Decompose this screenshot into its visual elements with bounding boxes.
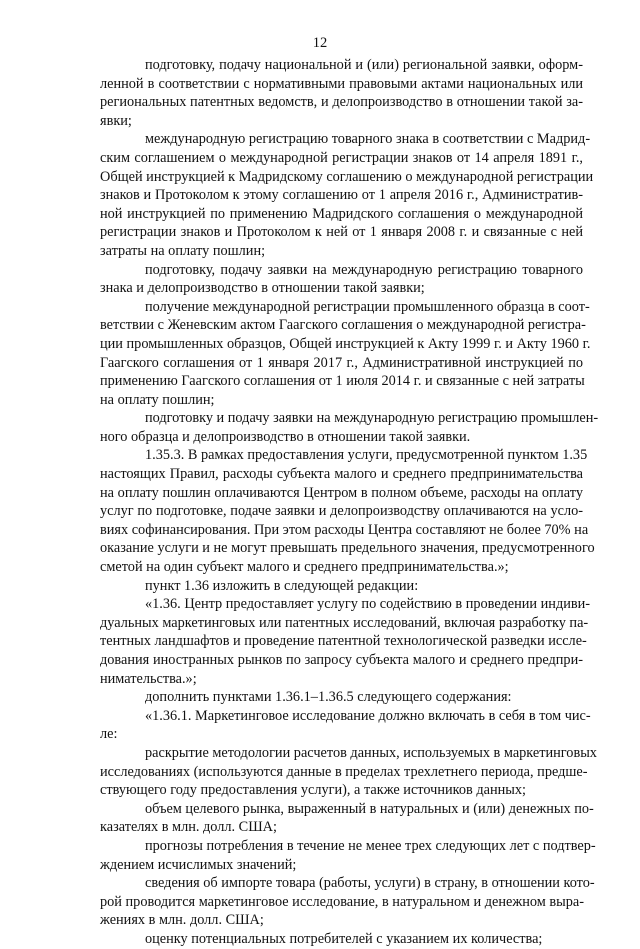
text-line: явки; xyxy=(100,112,132,129)
text-line: жениях в млн. долл. США; xyxy=(100,912,264,929)
text-line: дуальных маркетинговых или патентных исследований, включая разработку па- xyxy=(100,614,589,631)
paragraph xyxy=(100,744,597,800)
text-line: подготовку, подачу заявки на международную регистрацию товарного xyxy=(145,261,583,278)
text-line: на оплату пошлин; xyxy=(100,391,215,408)
paragraph xyxy=(100,261,583,298)
text-line: рой проводится маркетинговое исследование, в натуральном и денежном выра- xyxy=(100,893,585,910)
text-line: региональных патентных ведомств, и делопроизводство в отношении такой за- xyxy=(100,94,583,111)
paragraph xyxy=(100,446,595,576)
text-line: ного образца и делопроизводство в отношении такой заявки. xyxy=(100,428,471,445)
text-line: оценку потенциальных потребителей с указанием их количества; xyxy=(145,930,543,947)
text-line: услуг по подготовке, подаче заявки и делопроизводству оплачиваются на усло- xyxy=(100,503,583,520)
text-line: тентных ландшафтов и проведение патентной технологической разведки иссле- xyxy=(100,633,587,650)
paragraph xyxy=(100,837,596,874)
text-line: объем целевого рынка, выраженный в натуральных и (или) денежных по- xyxy=(145,800,594,817)
page-number: 12 xyxy=(312,35,328,51)
text-line: получение международной регистрации промышленного образца в соот- xyxy=(145,298,590,315)
text-line: применению Гаагского соглашения от 1 июля 2014 г. и связанные с ней затраты xyxy=(100,373,585,390)
text-line: ветствии с Женевским актом Гаагского соглашения о международной регистра- xyxy=(100,317,586,334)
text-line: дования иностранных рынков по запросу субъекта малого и среднего предпри- xyxy=(100,652,583,668)
paragraph xyxy=(100,595,591,688)
paragraph xyxy=(100,874,595,930)
text-line: затраты на оплату пошлин; xyxy=(100,242,266,259)
text-line: дополнить пунктами 1.36.1–1.36.5 следующего содержания: xyxy=(145,689,512,706)
text-line: пункт 1.36 изложить в следующей редакции: xyxy=(145,577,419,594)
text-line: нимательства.»; xyxy=(100,670,197,687)
paragraph xyxy=(100,298,591,410)
paragraph xyxy=(100,800,594,837)
text-line: подготовку и подачу заявки на международную регистрацию промышлен- xyxy=(145,410,599,427)
text-line: подготовку, подачу национальной и (или) региональной заявки, оформ- xyxy=(145,57,583,73)
text-line: Общей инструкцией к Мадридскому соглашению о международной регистрации xyxy=(100,168,594,185)
text-line: ле: xyxy=(100,726,118,743)
text-line: сведения об импорте товара (работы, услуги) в страну, в отношении кото- xyxy=(145,875,595,892)
text-line: Гаагского соглашения от 1 января 2017 г., Административной инструкцией по xyxy=(100,354,583,371)
text-line: «1.36.1. Маркетинговое исследование должно включать в себя в том чис- xyxy=(145,707,591,724)
text-line: знака и делопроизводство в отношении такой заявки; xyxy=(100,280,425,297)
text-line: настоящих Правил, расходы субъекта малого и среднего предпринимательства xyxy=(100,466,583,483)
text-line: регистрации знаков и Протоколом к ней от 1 января 2008 г. и связанные с ней xyxy=(100,224,583,241)
text-line: «1.36. Центр предоставляет услугу по содействию в проведении индиви- xyxy=(145,596,591,613)
paragraph xyxy=(100,707,591,744)
paragraph xyxy=(100,930,583,949)
text-line: международную регистрацию товарного знака в соответствии с Мадрид- xyxy=(145,131,591,148)
text-line: казателях в млн. долл. США; xyxy=(100,819,277,836)
text-line: ждением исчислимых значений; xyxy=(100,856,297,873)
body-text xyxy=(100,56,599,949)
text-line: ной инструкцией по применению Мадридского соглашения о международной xyxy=(100,205,583,222)
text-line: ствующего году предоставления услуги), а также источников данных; xyxy=(100,782,526,799)
paragraph xyxy=(100,409,599,446)
text-line: виях софинансирования. При этом расходы Центра составляют не более 70% на xyxy=(100,521,589,538)
text-line: раскрытие методологии расчетов данных, используемых в маркетинговых xyxy=(145,744,597,761)
paragraph xyxy=(100,56,583,130)
text-line: сметой на один субъект малого и среднего предпринимательства.»; xyxy=(100,559,509,576)
text-line: прогнозы потребления в течение не менее трех следующих лет с подтвер- xyxy=(145,837,596,854)
paragraph xyxy=(100,577,583,596)
text-line: ленной в соответствии с нормативными правовыми актами национальных или xyxy=(100,75,583,92)
text-line: ции промышленных образцов, Общей инструкцией к Акту 1999 г. и Акту 1960 г. xyxy=(100,335,591,352)
text-line: оказание услуги и не могут превышать предельного значения, предусмотренного xyxy=(100,540,595,557)
text-line: на оплату пошлин оплачиваются Центром в полном объеме, расходы на оплату xyxy=(100,484,583,501)
text-line: ским соглашением о международной регистрации знаков от 14 апреля 1891 г., xyxy=(100,149,583,166)
paragraph xyxy=(100,130,594,260)
text-line: исследованиях (используются данные в пределах трехлетнего периода, предше- xyxy=(100,763,588,780)
text-line: 1.35.3. В рамках предоставления услуги, предусмотренной пунктом 1.35 xyxy=(145,447,588,464)
paragraph xyxy=(100,688,583,707)
text-line: знаков и Протоколом к этому соглашению от 1 апреля 2016 г., Административ- xyxy=(100,187,583,204)
